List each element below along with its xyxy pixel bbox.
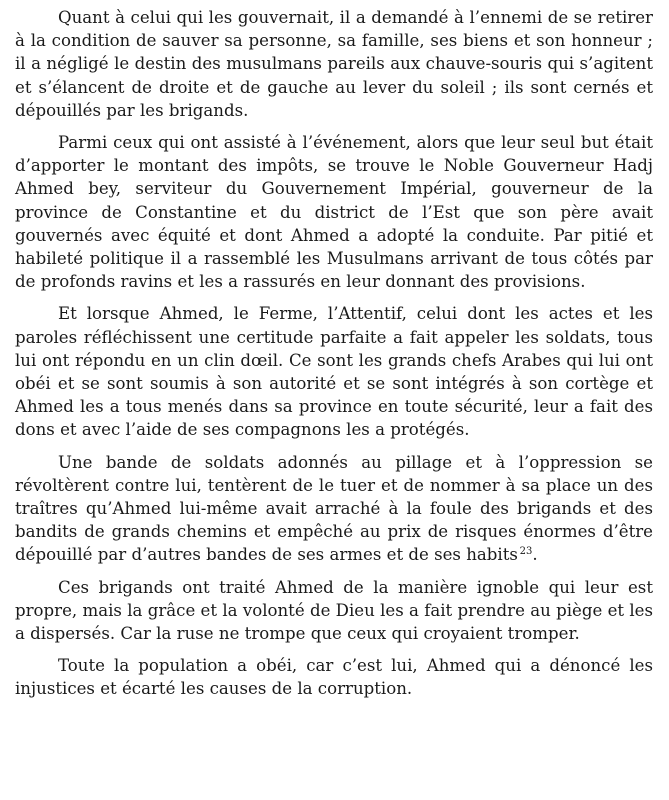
footnote-marker: 23 [519, 546, 533, 558]
paragraph-1-text: Quant à celui qui les gouvernait, il a demandé à l’ennemi de se retirer à la condition de sauver sa personne, sa famille, ses biens et son honneur ; il a négligé le destin des musulmans pareils aux chauve-souris qui s’agitent et s’élancent de droite et de gauche au lever du soleil ; ils sont cernés et dépouillés par les brigands. [15, 8, 653, 120]
paragraph-2-text: Parmi ceux qui ont assisté à l’événement, alors que leur seul but était d’apporter le montant des impôts, se trouve le Noble Gouverneur Hadj Ahmed bey, serviteur du Gouvernement Impérial, gouverneur de la province de Constantine et du district de l’Est que son père avait gouvernés avec équité et dont Ahmed a adopté la conduite. Par pitié et habileté politique il a rassemblé les Musulmans arrivant de tous côtés par de profonds ravins et les a rassurés en leur donnant des provisions. [15, 133, 653, 292]
paragraph-4-text: Une bande de soldats adonnés au pillage et à l’oppression se révoltèrent contre lui, tentèrent de le tuer et de nommer à sa place un des traîtres qu’Ahmed lui-même avait arraché à la foule des brigands et des bandits de grands chemins et empêché au prix de risques énormes d’être dépouillé par d’autres bandes de ses armes et de ses habits [15, 452, 653, 565]
paragraph-6-text: Toute la population a obéi, car c’est lui, Ahmed qui a dénoncé les injustices et écarté les causes de la corruption. [15, 656, 653, 699]
paragraph-4: Une bande de soldats adonnés au pillage et à l’oppression se révoltèrent contre lui, tentèrent de le tuer et de nommer à sa place un des traîtres qu’Ahmed lui-même avait arraché à la foule des brigands et des bandits de grands chemins et empêché au prix de risques énormes d’être dépouillé par d’autres bandes de ses armes et de ses habits $^{23}$. [15, 452, 653, 565]
document-page [15, 6, 653, 701]
paragraph-6 [15, 654, 653, 700]
paragraph-1 [15, 6, 653, 122]
paragraph-3-text: Et lorsque Ahmed, le Ferme, l’Attentif, celui dont les actes et les paroles réfléchissent une certitude parfaite a fait appeler les soldats, tous lui ont répondu en un clin dœil. Ce sont les grands chefs Arabes qui lui ont obéi et se sont soumis à son autorité et se sont intégrés à son cortège et Ahmed les a tous menés dans sa province en toute sécurité, leur a fait des dons et avec l’aide de ses compagnons les a protégés. [15, 304, 653, 440]
paragraph-3 [15, 302, 653, 441]
paragraph-2 [15, 131, 653, 293]
paragraph-5 [15, 576, 653, 646]
paragraph-5-text: Ces brigands ont traité Ahmed de la manière ignoble qui leur est propre, mais la grâce et la volonté de Dieu les a fait prendre au piège et les a dispersés. Car la ruse ne trompe que ceux qui croyaient tromper. [15, 577, 653, 644]
